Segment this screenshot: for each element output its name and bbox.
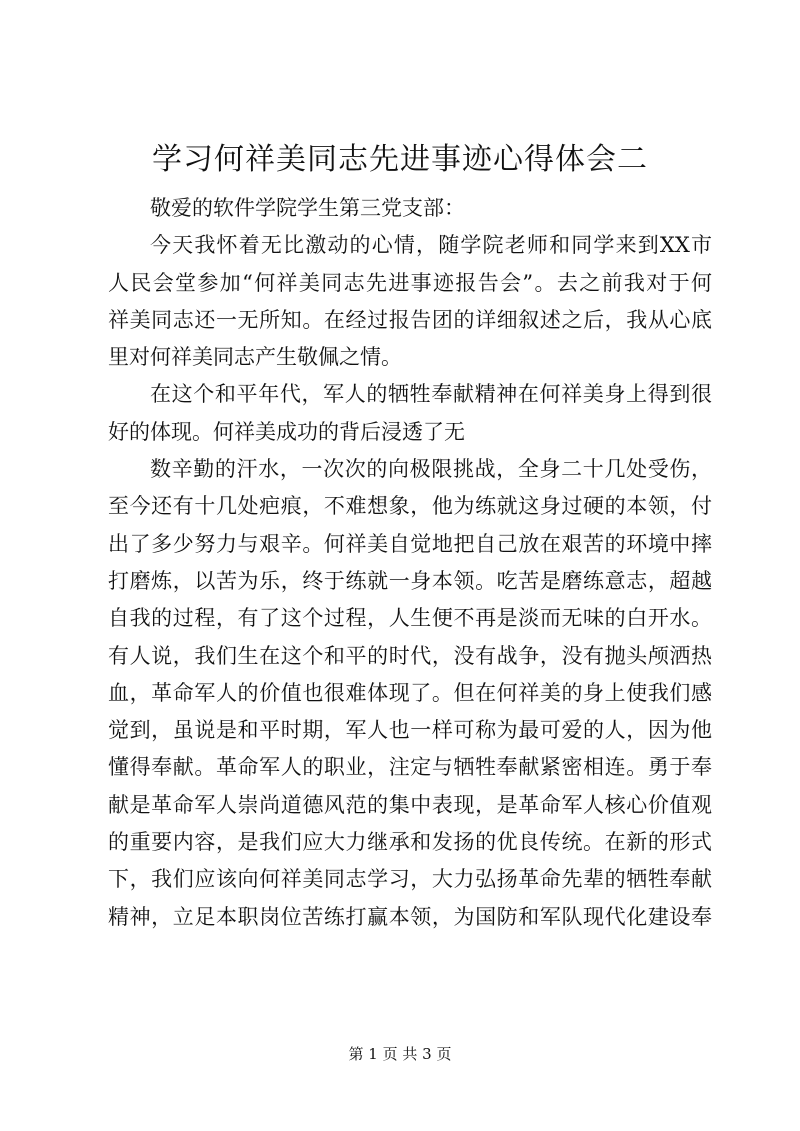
paragraph-line: 里对何祥美同志产生敬佩之情。 [108, 345, 402, 370]
salutation-line: 敬爱的软件学院学生第三党支部： [150, 196, 465, 220]
paragraph-line: 数辛勤的汗水，一次次的向极限挑战，全身二十几处受伤， [150, 457, 712, 482]
paragraph-line: 精神，立足本职岗位苦练打赢本领，为国防和军队现代化建设奉 [108, 904, 712, 929]
paragraph-line: 血，革命军人的价值也很难体现了。但在何祥美的身上使我们感 [108, 680, 712, 705]
paragraph-line: 今天我怀着无比激动的心情，随学院老师和同学来到XX市 [150, 233, 712, 258]
paragraph-line: 打磨炼，以苦为乐，终于练就一身本领。吃苦是磨练意志，超越 [108, 568, 712, 593]
paragraph-line: 祥美同志还一无所知。在经过报告团的详细叙述之后，我从心底 [108, 307, 712, 332]
document-title: 学习何祥美同志先进事迹心得体会二 [152, 142, 648, 177]
paragraph-line: 出了多少努力与艰辛。何祥美自觉地把自己放在艰苦的环境中摔 [108, 531, 712, 556]
paragraph-line: 有人说，我们生在这个和平的时代，没有战争，没有抛头颅洒热 [108, 643, 712, 668]
paragraph-line: 的重要内容，是我们应大力继承和发扬的优良传统。在新的形式 [108, 830, 712, 855]
paragraph-line: 献是革命军人崇尚道德风范的集中表现，是革命军人核心价值观 [108, 792, 712, 817]
document-body [108, 190, 712, 936]
page-number-footer: 第 1 页 共 3 页 [348, 1045, 452, 1063]
paragraph-line: 至今还有十几处疤痕，不难想象，他为练就这身过硬的本领，付 [108, 494, 712, 519]
paragraph-line: 下，我们应该向何祥美同志学习，大力弘扬革命先辈的牺牲奉献 [108, 867, 712, 892]
paragraph-line: 懂得奉献。革命军人的职业，注定与牺牲奉献紧密相连。勇于奉 [108, 755, 712, 780]
paragraph-line: 人民会堂参加“何祥美同志先进事迹报告会”。去之前我对于何 [108, 270, 712, 295]
paragraph-line: 自我的过程，有了这个过程，人生便不再是淡而无味的白开水。 [108, 606, 712, 631]
paragraph-line: 好的体现。何祥美成功的背后浸透了无 [108, 419, 465, 444]
paragraph-line: 在这个和平年代，军人的牺牲奉献精神在何祥美身上得到很 [150, 382, 712, 407]
paragraph-line: 觉到，虽说是和平时期，军人也一样可称为最可爱的人，因为他 [108, 718, 712, 743]
